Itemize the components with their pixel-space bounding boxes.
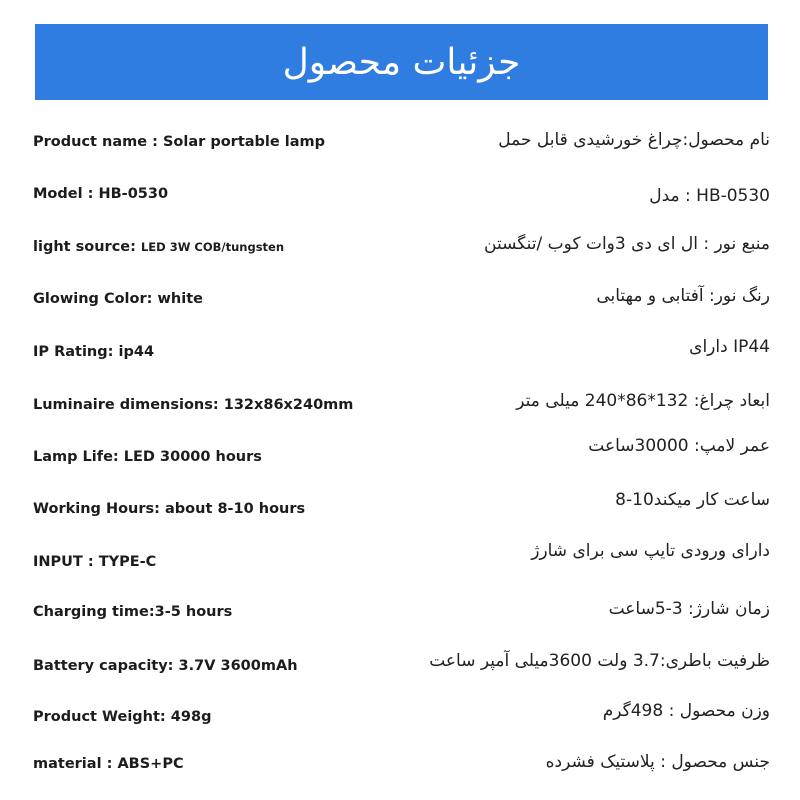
spec-en-text: Product name : Solar portable lamp — [33, 134, 326, 150]
spec-row-dimensions — [0, 378, 800, 430]
spec-fa-text: نام محصول:چراغ خورشیدی قابل حمل — [498, 130, 770, 150]
page-title: جزئیات محصول — [282, 41, 521, 83]
spec-fa-text: وزن محصول : 498گرم — [602, 701, 770, 721]
spec-en-text: Model : HB-0530 — [33, 186, 169, 202]
title-banner — [35, 24, 768, 100]
spec-row-glowing-color — [0, 274, 800, 326]
spec-en-text: Luminaire dimensions: 132x86x240mm — [33, 397, 354, 413]
spec-fa-text: منبع نور : ال ای دی 3وات کوب /تنگستن — [484, 234, 770, 254]
spec-fa-text: جنس محصول : پلاستیک فشرده — [545, 752, 770, 772]
spec-en-text: IP Rating: ip44 — [33, 344, 155, 360]
spec-row-product-name — [0, 118, 800, 170]
spec-fa-text: HB-0530 : مدل — [649, 186, 770, 206]
spec-en-text: material : ABS+PC — [33, 756, 184, 772]
spec-row-input — [0, 534, 800, 586]
spec-en-text: Working Hours: about 8-10 hours — [33, 501, 306, 517]
spec-en-text: Charging time:3-5 hours — [33, 604, 233, 620]
spec-fa-text: IP44 دارای — [689, 337, 770, 357]
spec-row-product-weight — [0, 690, 800, 742]
spec-en-text: Product Weight: 498g — [33, 709, 212, 725]
spec-fa-text: دارای ورودی تایپ سی برای شارژ — [531, 541, 770, 561]
spec-en-text: light source: LED 3W COB/tungsten — [33, 239, 285, 255]
spec-fa-text: ابعاد چراغ: 132*86*240 میلی متر — [516, 391, 770, 411]
spec-row-battery-capacity — [0, 638, 800, 690]
spec-fa-text: عمر لامپ: 30000ساعت — [588, 436, 770, 456]
spec-row-ip-rating — [0, 326, 800, 378]
spec-en-text: Lamp Life: LED 30000 hours — [33, 449, 262, 465]
spec-fa-text: ساعت کار میکند10-8 — [615, 490, 770, 510]
spec-en-text: Battery capacity: 3.7V 3600mAh — [33, 658, 298, 674]
spec-fa-text: رنگ نور: آفتابی و مهتابی — [596, 286, 770, 306]
spec-fa-text: زمان شارژ: 3-5ساعت — [608, 599, 770, 619]
spec-row-lamp-life — [0, 430, 800, 482]
spec-row-charging-time — [0, 586, 800, 638]
spec-row-model — [0, 170, 800, 222]
spec-row-material — [0, 742, 800, 794]
spec-en-text: INPUT : TYPE-C — [33, 554, 157, 570]
spec-fa-text: ظرفیت باطری:3.7 ولت 3600میلی آمپر ساعت — [429, 651, 770, 671]
spec-row-working-hours — [0, 482, 800, 534]
spec-row-light-source — [0, 222, 800, 274]
spec-en-text: Glowing Color: white — [33, 291, 203, 307]
